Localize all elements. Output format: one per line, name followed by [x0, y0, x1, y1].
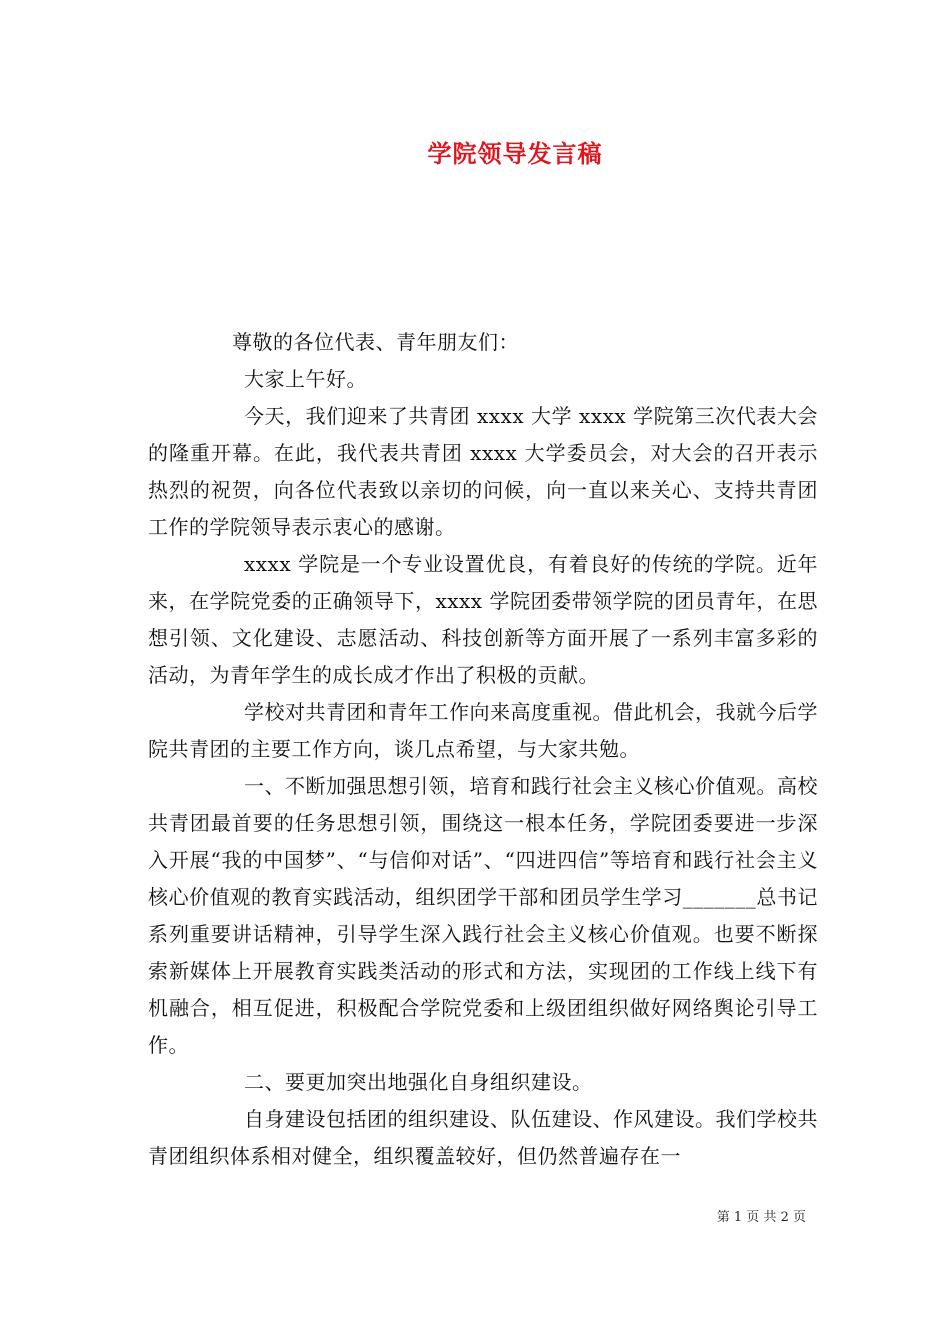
paragraph: xxxx 学院是一个专业设置优良，有着良好的传统的学院。近年来，在学院党委的正确领导下，xxxx 学院团委带领学院的团员青年，在思想引领、文化建设、志愿活动、科技创新等方面开展了一系列丰富多彩的活动，为青年学生的成长成才作出了积极的贡献。 — [148, 552, 818, 687]
paragraph: 一、不断加强思想引领，培育和践行社会主义核心价值观。高校共青团最首要的任务思想引领，围绕这一根本任务，学院团委要进一步深入开展“我的中国梦”、“与信仰对话”、“四进四信”等培育和践行社会主义核心价值观的教育实践活动，组织团学干部和团员学生学习_______总书记系列重要讲话精神，引导学生深入践行社会主义核心价值观。也要不断探索新媒体上开展教育实践类活动的形式和方法，实现团的工作线上线下有机融合，相互促进，积极配合学院党委和上级团组织做好网络舆论引导工作。 — [148, 774, 818, 1057]
paragraph: 二、要更加突出地强化自身组织建设。 — [244, 1070, 593, 1094]
paragraph: 学校对共青团和青年工作向来高度重视。借此机会，我就今后学院共青团的主要工作方向，谈几点希望，与大家共勉。 — [148, 700, 818, 761]
page-footer: 第 1 页 共 2 页 — [716, 1210, 806, 1225]
salutation: 尊敬的各位代表、青年朋友们： — [232, 330, 519, 354]
document-title: 学院领导发言稿 — [427, 139, 603, 168]
paragraph: 今天，我们迎来了共青团 xxxx 大学 xxxx 学院第三次代表大会的隆重开幕。在此，我代表共青团 xxxx 大学委员会，对大会的召开表示热烈的祝贺，向各位代表致以亲切的问候，向一直以来关心、支持共青团工作的学院领导表示衷心的感谢。 — [148, 404, 818, 539]
document-body — [148, 324, 818, 1175]
paragraph: 自身建设包括团的组织建设、队伍建设、作风建设。我们学校共青团组织体系相对健全，组织覆盖较好，但仍然普遍存在一 — [148, 1107, 818, 1168]
greeting: 大家上午好。 — [244, 367, 367, 391]
